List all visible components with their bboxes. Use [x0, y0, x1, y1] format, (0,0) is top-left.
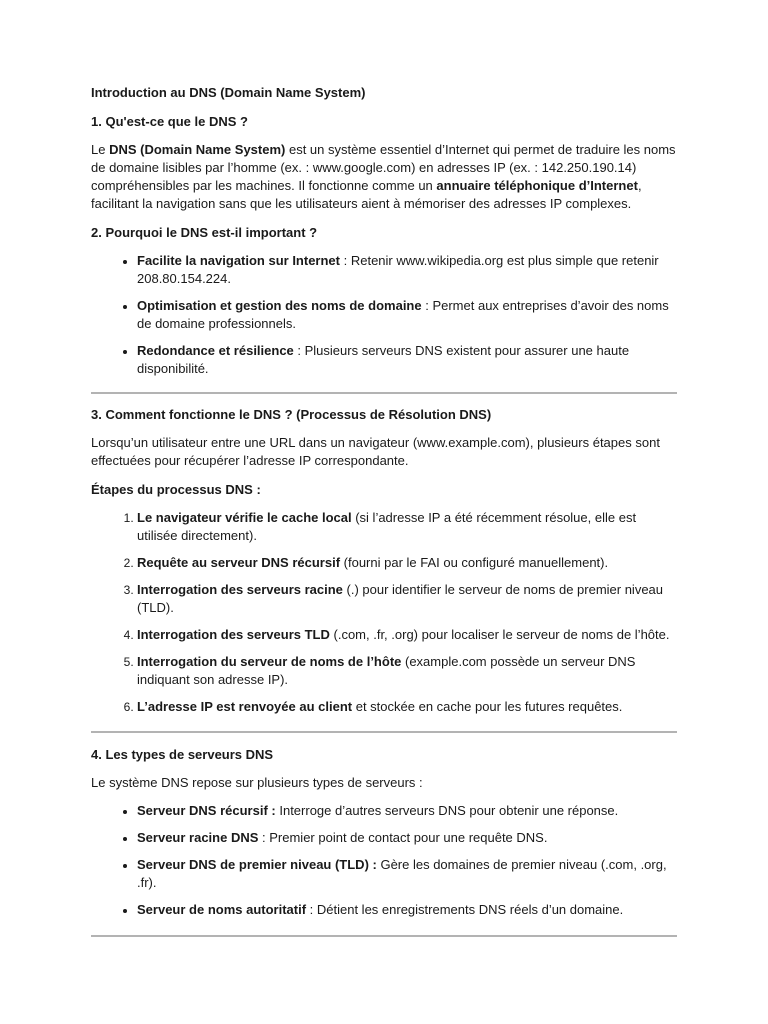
bullet-list — [91, 252, 677, 378]
bold-term: Facilite la navigation sur Internet — [137, 253, 340, 268]
item-text: (.com, .fr, .org) pour localiser le serveur de noms de l’hôte. — [329, 627, 670, 642]
horizontal-divider — [91, 731, 677, 733]
item-text: Interroge d’autres serveurs DNS pour obtenir une réponse. — [275, 803, 619, 818]
bold-term: Interrogation des serveurs TLD — [137, 627, 330, 642]
list-item — [137, 626, 677, 644]
numbered-list — [91, 509, 677, 716]
item-text: (example.com possède un serveur DNS indiquant son adresse IP). — [137, 654, 636, 687]
item-text: (si l’adresse IP a été récemment résolue, elle est utilisée directement). — [137, 510, 637, 543]
bold-term: Serveur de noms autoritatif — [137, 902, 307, 917]
list-item — [137, 581, 677, 617]
bold-term: Le navigateur vérifie le cache local — [137, 510, 352, 525]
horizontal-divider — [91, 935, 677, 937]
item-text: : Retenir www.wikipedia.org est plus simple que retenir 208.80.154.224. — [137, 253, 659, 286]
text-run: Le — [91, 142, 110, 157]
bold-term: DNS (Domain Name System) — [109, 142, 286, 157]
bold-term: Serveur DNS de premier niveau (TLD) : — [137, 857, 377, 872]
list-item — [137, 653, 677, 689]
item-text: : Permet aux entreprises d’avoir des noms de domaine professionnels. — [137, 298, 669, 331]
list-item — [137, 554, 677, 572]
list-item — [137, 297, 677, 333]
section-paragraph: Le système DNS repose sur plusieurs types de serveurs : — [91, 775, 423, 790]
list-item — [137, 856, 677, 892]
item-text: : Premier point de contact pour une requête DNS. — [258, 830, 548, 845]
section-what-is-dns — [91, 113, 677, 213]
bold-term: Serveur racine DNS — [137, 830, 259, 845]
item-text: Gère les domaines de premier niveau (.com, .org, .fr). — [137, 857, 667, 890]
bold-term: Serveur DNS récursif : — [137, 803, 276, 818]
section-heading: 1. Qu'est-ce que le DNS ? — [91, 114, 248, 129]
text-run: est un système essentiel d’Internet qui permet de traduire les noms de domaine lisibles par l’homme (ex. : www.google.com) en adresses IP (ex. : 142.250.190.14) compréhensibles par les machines. Il fonctionne comme un — [91, 142, 676, 193]
bold-term: Requête au serveur DNS récursif — [137, 555, 341, 570]
list-item — [137, 252, 677, 288]
list-item — [137, 509, 677, 545]
item-text: et stockée en cache pour les futures requêtes. — [352, 699, 623, 714]
bold-term: Interrogation du serveur de noms de l’hôte — [137, 654, 402, 669]
text-run: , facilitant la navigation sans que les utilisateurs aient à mémoriser des adresses IP complexes. — [91, 178, 642, 211]
section-paragraph: Lorsqu’un utilisateur entre une URL dans un navigateur (www.example.com), plusieurs étapes sont effectuées pour récupérer l’adresse IP correspondante. — [91, 435, 660, 468]
section-heading: 2. Pourquoi le DNS est-il important ? — [91, 225, 318, 240]
list-item — [137, 802, 677, 820]
item-text: (fourni par le FAI ou configuré manuellement). — [340, 555, 609, 570]
section-server-types — [91, 746, 677, 919]
bold-term: annuaire téléphonique d’Internet — [436, 178, 638, 193]
item-text: : Détient les enregistrements DNS réels d’un domaine. — [306, 902, 624, 917]
section-heading: 3. Comment fonctionne le DNS ? (Processus de Résolution DNS) — [91, 407, 492, 422]
steps-title: Étapes du processus DNS : — [91, 482, 261, 497]
item-text: : Plusieurs serveurs DNS existent pour assurer une haute disponibilité. — [137, 343, 630, 376]
section-heading: 4. Les types de serveurs DNS — [91, 747, 274, 762]
bold-term: L’adresse IP est renvoyée au client — [137, 699, 353, 714]
bold-term: Redondance et résilience — [137, 343, 294, 358]
bullet-list — [91, 802, 677, 919]
section-how-it-works — [91, 406, 677, 716]
section-why-important — [91, 224, 677, 378]
bold-term: Optimisation et gestion des noms de domaine — [137, 298, 422, 313]
list-item — [137, 698, 677, 716]
list-item — [137, 829, 677, 847]
horizontal-divider — [91, 392, 677, 394]
item-text: (.) pour identifier le serveur de noms de premier niveau (TLD). — [137, 582, 664, 615]
section-paragraph — [91, 141, 677, 213]
list-item — [137, 342, 677, 378]
bold-term: Interrogation des serveurs racine — [137, 582, 343, 597]
list-item — [137, 901, 677, 919]
document-title: Introduction au DNS (Domain Name System) — [91, 85, 366, 100]
